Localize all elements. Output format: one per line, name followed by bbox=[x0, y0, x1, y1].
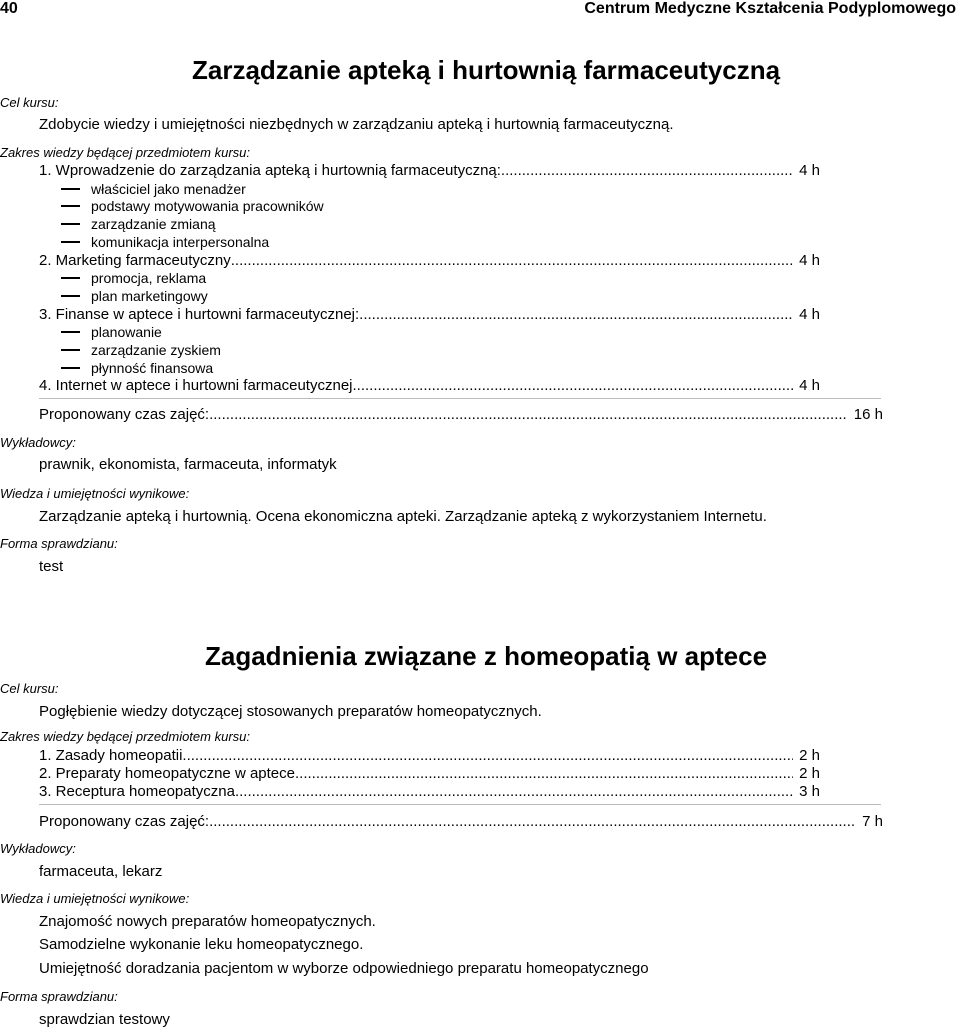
scope-label: Zakres wiedzy będącej przedmiotem kursu: bbox=[0, 729, 250, 744]
topic-hours: 4 h bbox=[799, 377, 820, 394]
scope-label: Zakres wiedzy będącej przedmiotem kursu: bbox=[0, 145, 250, 160]
course-title: Zarządzanie apteką i hurtownią farmaceutyczną bbox=[192, 55, 781, 85]
divider bbox=[39, 398, 881, 399]
subtopic: planowanie bbox=[61, 324, 162, 340]
topic-row bbox=[39, 162, 820, 179]
subtopic: płynność finansowa bbox=[61, 360, 213, 376]
topic-label: 2. Preparaty homeopatyczne w aptece bbox=[39, 765, 295, 782]
topic-hours: 2 h bbox=[799, 747, 820, 764]
subtopic: promocja, reklama bbox=[61, 270, 206, 286]
topic-row bbox=[39, 252, 820, 269]
total-label: Proponowany czas zajęć: bbox=[39, 813, 210, 830]
total-hours-row bbox=[39, 813, 883, 830]
lecturers-label: Wykładowcy: bbox=[0, 841, 76, 856]
total-hours: 16 h bbox=[853, 406, 883, 423]
subtopic: zarządzanie zyskiem bbox=[61, 342, 221, 358]
goal-label: Cel kursu: bbox=[0, 95, 59, 110]
goal-text: Pogłębienie wiedzy dotyczącej stosowanych preparatów homeopatycznych. bbox=[39, 703, 542, 720]
subtopic: plan marketingowy bbox=[61, 288, 208, 304]
test-text: sprawdzian testowy bbox=[39, 1011, 170, 1028]
goal-label: Cel kursu: bbox=[0, 681, 59, 696]
outcomes-text: Zarządzanie apteką i hurtownią. Ocena ekonomiczna apteki. Zarządzanie apteką z wykorzystaniem Internetu. bbox=[39, 508, 767, 525]
topic-row bbox=[39, 783, 820, 800]
topic-hours: 4 h bbox=[799, 162, 820, 179]
topic-label: 3. Finanse w aptece i hurtowni farmaceutycznej: bbox=[39, 306, 360, 323]
topic-label: 1. Zasady homeopatii bbox=[39, 747, 183, 764]
topic-label: 4. Internet w aptece i hurtowni farmaceutycznej bbox=[39, 377, 353, 394]
test-label: Forma sprawdzianu: bbox=[0, 536, 118, 551]
topic-row bbox=[39, 765, 820, 782]
outcome-item: Umiejętność doradzania pacjentom w wyborze odpowiedniego preparatu homeopatycznego bbox=[39, 960, 649, 977]
page-number: 40 bbox=[0, 0, 18, 17]
topic-row bbox=[39, 377, 820, 394]
divider bbox=[39, 804, 881, 805]
lecturers-label: Wykładowcy: bbox=[0, 435, 76, 450]
topic-label: 3. Receptura homeopatyczna bbox=[39, 783, 235, 800]
test-text: test bbox=[39, 558, 64, 575]
subtopic: podstawy motywowania pracowników bbox=[61, 198, 324, 214]
topic-hours: 4 h bbox=[799, 306, 820, 323]
outcomes-label: Wiedza i umiejętności wynikowe: bbox=[0, 486, 190, 501]
topic-label: 1. Wprowadzenie do zarządzania apteką i hurtownią farmaceutyczną: bbox=[39, 162, 501, 179]
topic-row bbox=[39, 747, 820, 764]
topic-hours: 4 h bbox=[799, 252, 820, 269]
total-hours-row bbox=[39, 406, 883, 423]
topic-label: 2. Marketing farmaceutyczny bbox=[39, 252, 231, 269]
total-label: Proponowany czas zajęć: bbox=[39, 406, 210, 423]
total-hours: 7 h bbox=[862, 813, 883, 830]
topic-hours: 3 h bbox=[799, 783, 820, 800]
subtopic: komunikacja interpersonalna bbox=[61, 234, 269, 250]
goal-text: Zdobycie wiedzy i umiejętności niezbędnych w zarządzaniu apteką i hurtownią farmaceutyczną. bbox=[39, 116, 674, 133]
topic-row bbox=[39, 306, 820, 323]
course-title: Zagadnienia związane z homeopatią w aptece bbox=[205, 641, 768, 671]
subtopic: zarządzanie zmianą bbox=[61, 216, 216, 232]
test-label: Forma sprawdzianu: bbox=[0, 989, 118, 1004]
outcomes-label: Wiedza i umiejętności wynikowe: bbox=[0, 891, 190, 906]
topic-hours: 2 h bbox=[799, 765, 820, 782]
publisher-name: Centrum Medyczne Kształcenia Podyplomowego bbox=[584, 0, 956, 17]
outcome-item: Znajomość nowych preparatów homeopatycznych. bbox=[39, 913, 376, 930]
lecturers-text: prawnik, ekonomista, farmaceuta, informatyk bbox=[39, 456, 337, 473]
subtopic: właściciel jako menadżer bbox=[61, 181, 246, 197]
lecturers-text: farmaceuta, lekarz bbox=[39, 863, 163, 880]
outcome-item: Samodzielne wykonanie leku homeopatycznego. bbox=[39, 936, 364, 953]
